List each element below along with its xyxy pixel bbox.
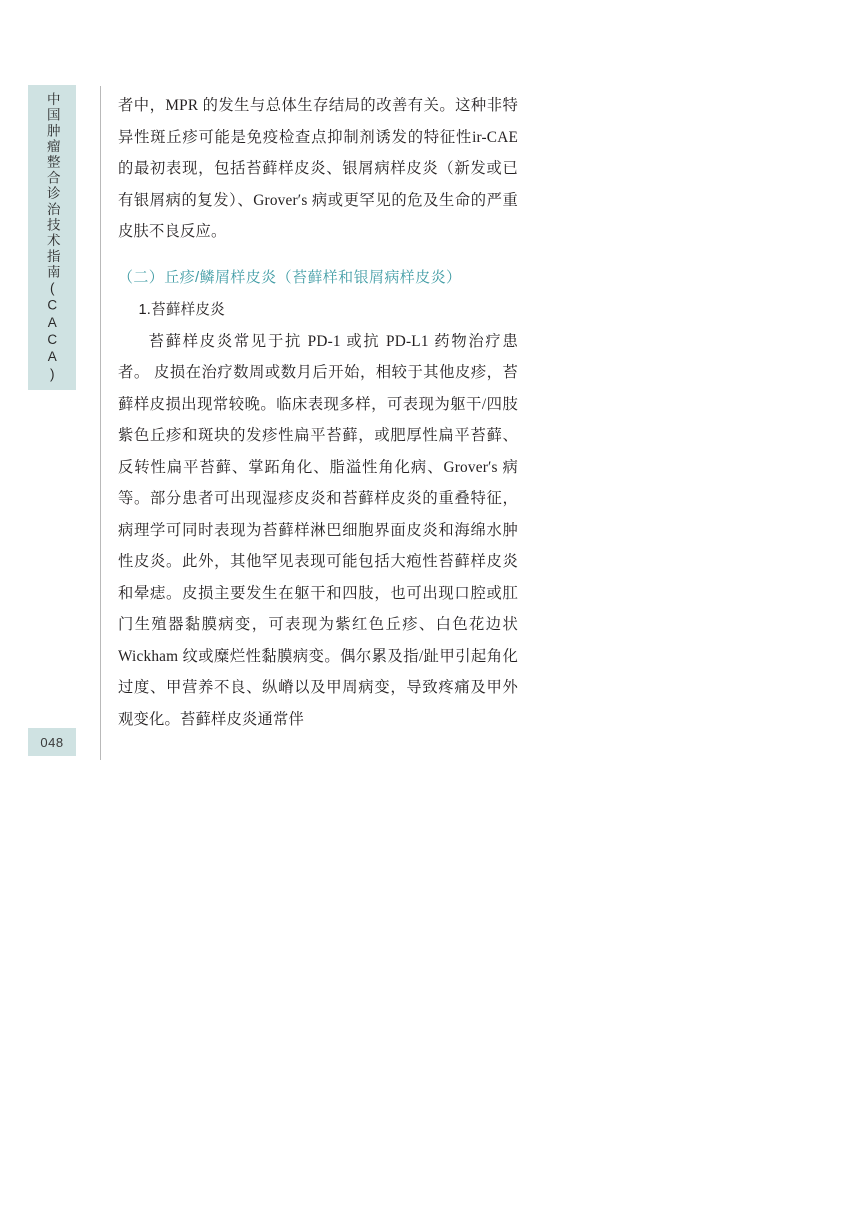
side-tab-running-title [28, 85, 76, 390]
subsection-heading: 1.苔藓样皮炎 [138, 301, 225, 318]
text-column [118, 90, 518, 735]
page-number: 048 [28, 728, 76, 756]
paragraph-body: 苔藓样皮炎常见于抗 PD-1 或抗 PD-L1 药物治疗患者。 皮损在治疗数周或数月后开始，相较于其他皮疹，苔藓样皮损出现常较晚。临床表现多样，可表现为躯干/四肢紫色丘疹和斑块的发疹性扁平苔藓，或肥厚性扁平苔藓、反转性扁平苔藓、掌跖角化、脂溢性角化病、Grover′s 病等。部分患者可出现湿疹皮炎和苔藓样皮炎的重叠特征，病理学可同时表现为苔藓样淋巴细胞界面皮炎和海绵水肿性皮炎。此外，其他罕见表现可能包括大疱性苔藓样皮炎和晕痣。皮损主要发生在躯干和四肢，也可出现口腔或肛门生殖器黏膜病变，可表现为紫红色丘疹、白色花边状 Wickham 纹或糜烂性黏膜病变。偶尔累及指/趾甲引起角化过度、甲营养不良、纵嵴以及甲周病变，导致疼痛及甲外观变化。苔藓样皮炎通常伴 [118, 332, 518, 728]
section-heading: （二）丘疹/鳞屑样皮炎（苔藓样和银屑病样皮炎） [118, 268, 462, 286]
margin-divider-line [100, 86, 101, 760]
side-tab-label: 中国肿瘤整合诊治技术指南(CACA) [44, 91, 60, 384]
paragraph-continued: 者中，MPR 的发生与总体生存结局的改善有关。这种非特异性斑丘疹可能是免疫检查点抑制剂诱发的特征性ir-CAE 的最初表现，包括苔藓样皮炎、银屑病样皮炎（新发或已有银屑病的复发）、Grover′s 病或更罕见的危及生命的严重皮肤不良反应。 [118, 97, 518, 240]
